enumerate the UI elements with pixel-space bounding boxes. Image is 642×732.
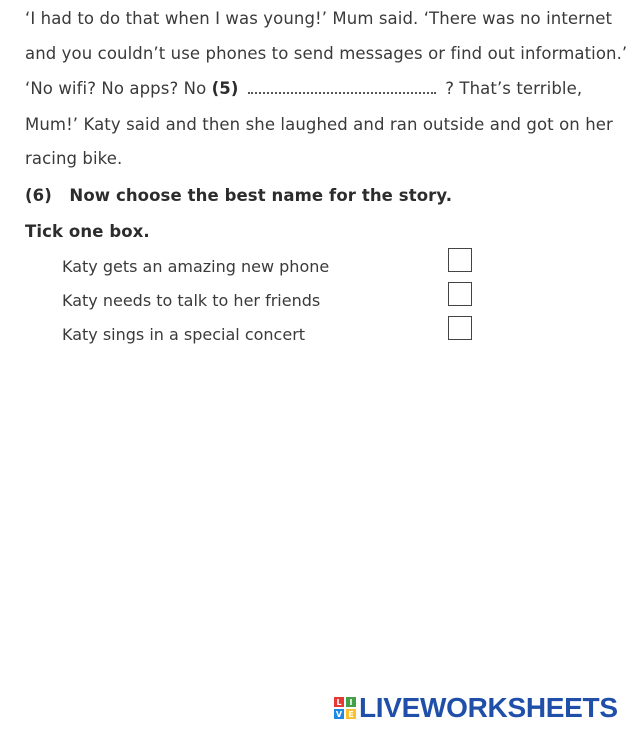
- question-5-number: (5): [211, 79, 239, 98]
- answer-blank-5[interactable]: [248, 80, 436, 94]
- option-label-1: Katy gets an amazing new phone: [62, 257, 330, 276]
- option-label-2: Katy needs to talk to her friends: [62, 291, 321, 310]
- tick-instruction: Tick one box.: [25, 222, 150, 241]
- tick-box-2[interactable]: [448, 282, 472, 306]
- story-line-1: ‘I had to do that when I was young!’ Mum said. ‘There was no internet: [25, 9, 613, 28]
- question-6-text: Now choose the best name for the story.: [69, 186, 453, 205]
- logo-letter-l: L: [334, 697, 344, 707]
- tick-box-1[interactable]: [448, 248, 472, 272]
- story-line-3-end: ? That’s terrible,: [445, 79, 583, 98]
- story-line-2: and you couldn’t use phones to send messages or find out information.’: [25, 44, 628, 63]
- question-6-number: (6): [25, 186, 52, 205]
- logo-letter-e: E: [346, 709, 356, 719]
- question-6-heading: [25, 186, 452, 205]
- story-line-5: racing bike.: [25, 149, 123, 168]
- liveworksheets-logo: [334, 692, 618, 724]
- logo-text: LIVEWORKSHEETS: [359, 692, 618, 723]
- logo-grid-icon: [334, 697, 356, 719]
- tick-box-3[interactable]: [448, 316, 472, 340]
- logo-letter-v: V: [335, 709, 343, 719]
- story-line-3: [25, 79, 582, 98]
- story-line-4: Mum!’ Katy said and then she laughed and ran outside and got on her: [25, 115, 613, 134]
- logo-letter-i: I: [346, 697, 356, 707]
- option-label-3: Katy sings in a special concert: [62, 325, 306, 344]
- story-line-3-start: ‘No wifi? No apps? No: [25, 79, 207, 98]
